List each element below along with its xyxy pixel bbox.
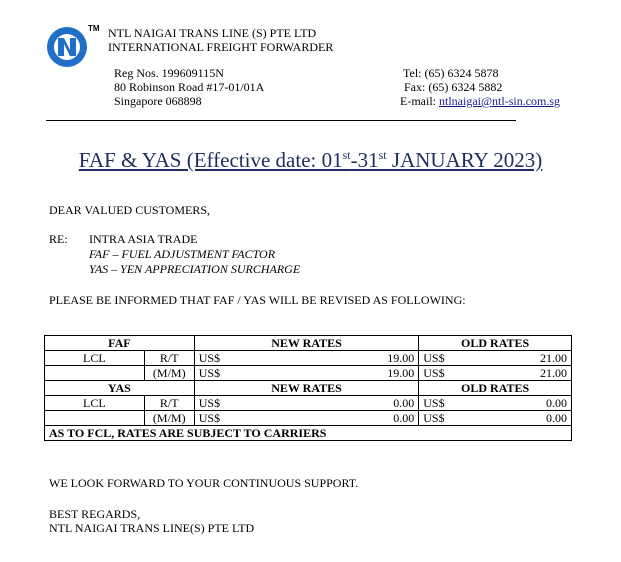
re-faf-line: FAF – FUEL ADJUSTMENT FACTOR (89, 247, 276, 261)
email-label: E-mail: (400, 94, 439, 108)
greeting: DEAR VALUED CUSTOMERS, (49, 203, 211, 217)
unit-rt: R/T (144, 351, 194, 366)
lcl-label: LCL (45, 351, 145, 366)
reg-number: Reg Nos. 199609115N (114, 66, 224, 80)
yas-header-row (45, 381, 572, 396)
yas-new-rt: 0.00 (249, 396, 419, 411)
company-header (108, 26, 333, 54)
email-link[interactable]: ntlnaigai@ntl-sin.com.sg (439, 94, 561, 108)
lcl-label: LCL (45, 396, 145, 411)
fcl-note-row (45, 426, 572, 441)
re-block (89, 232, 300, 277)
old-rates-header: OLD RATES (419, 381, 572, 396)
new-rates-header: NEW RATES (194, 381, 419, 396)
currency: US$ (419, 396, 474, 411)
yas-old-mm: 0.00 (474, 411, 572, 426)
closing-text: WE LOOK FORWARD TO YOUR CONTINUOUS SUPPORT. (49, 476, 359, 490)
address-line-2: Singapore 068898 (114, 94, 202, 108)
table-row (45, 366, 572, 381)
faf-new-mm: 19.00 (249, 366, 419, 381)
currency: US$ (419, 366, 474, 381)
header-divider (46, 120, 516, 121)
tel: Tel: (65) 6324 5878 (403, 66, 499, 80)
rates-table (44, 335, 572, 441)
signature: NTL NAIGAI TRANS LINE(S) PTE LTD (49, 521, 255, 535)
yas-header: YAS (45, 381, 195, 396)
title-suffix: JANUARY 2023) (386, 148, 543, 172)
currency: US$ (419, 351, 474, 366)
currency: US$ (194, 351, 249, 366)
re-subject: INTRA ASIA TRADE (89, 232, 198, 246)
faf-header-row (45, 336, 572, 351)
faf-old-mm: 21.00 (474, 366, 572, 381)
fcl-note: AS TO FCL, RATES ARE SUBJECT TO CARRIERS (45, 426, 572, 441)
regards: BEST REGARDS, (49, 507, 141, 521)
currency: US$ (194, 411, 249, 426)
yas-old-rt: 0.00 (474, 396, 572, 411)
re-yas-line: YAS – YEN APPRECIATION SURCHARGE (89, 262, 301, 276)
company-logo-icon (46, 26, 88, 68)
currency: US$ (194, 396, 249, 411)
faf-old-rt: 21.00 (474, 351, 572, 366)
currency: US$ (194, 366, 249, 381)
email-line (400, 94, 560, 108)
notice: PLEASE BE INFORMED THAT FAF / YAS WILL BE REVISED AS FOLLOWING: (49, 293, 466, 307)
unit-rt: R/T (144, 396, 194, 411)
title-sup-2: st (378, 148, 387, 162)
faf-header: FAF (45, 336, 195, 351)
company-subtitle: INTERNATIONAL FREIGHT FORWARDER (108, 40, 334, 54)
unit-mm: (M/M) (144, 411, 194, 426)
old-rates-header: OLD RATES (419, 336, 572, 351)
re-label: RE: (49, 232, 68, 246)
title-sup-1: st (342, 148, 351, 162)
fax: Fax: (65) 6324 5882 (404, 80, 503, 94)
company-name: NTL NAIGAI TRANS LINE (S) PTE LTD (108, 26, 317, 40)
table-row (45, 411, 572, 426)
faf-new-rt: 19.00 (249, 351, 419, 366)
contact-info (400, 66, 560, 108)
yas-new-mm: 0.00 (249, 411, 419, 426)
title-prefix: FAF & YAS (Effective date: 01 (78, 148, 343, 172)
address-line-1: 80 Robinson Road #17-01/01A (114, 80, 265, 94)
table-row (45, 396, 572, 411)
unit-mm: (M/M) (144, 366, 194, 381)
table-row (45, 351, 572, 366)
currency: US$ (419, 411, 474, 426)
new-rates-header: NEW RATES (194, 336, 419, 351)
title-mid: -31 (350, 148, 379, 172)
trademark-label: TM (88, 24, 100, 33)
page-title (0, 148, 621, 173)
company-address (114, 66, 264, 108)
